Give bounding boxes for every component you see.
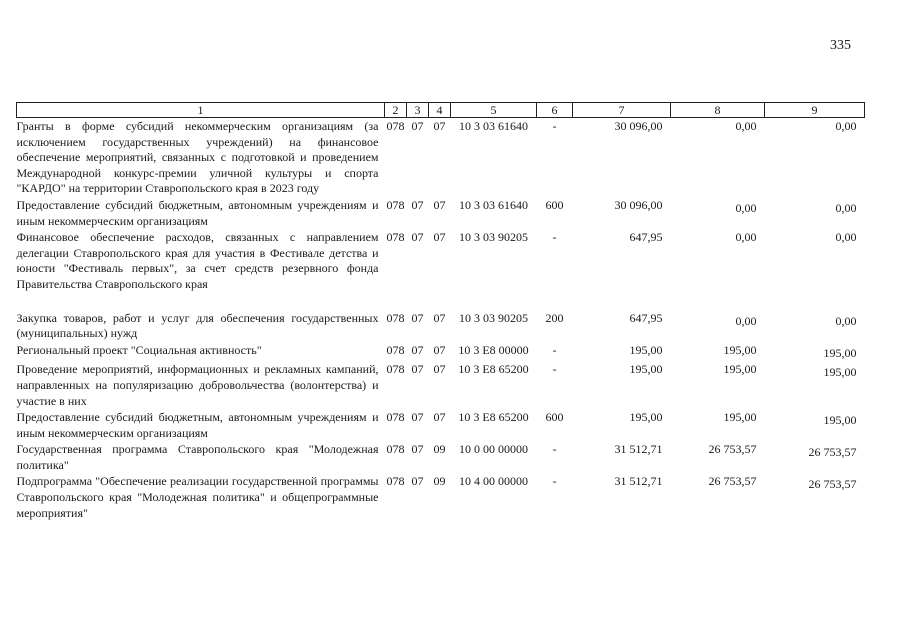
cell-amount-2: 195,00 (723, 410, 757, 425)
cell-amount-2: 0,00 (735, 119, 757, 133)
cell-subsection: 09 (433, 474, 446, 489)
cell-amount-2: 26 753,57 (708, 474, 757, 489)
column-header: 3 (407, 103, 429, 118)
cell-target-article: 10 4 00 00000 (459, 474, 528, 489)
cell-section: 07 (411, 362, 424, 377)
cell-amount-3: 195,00 (823, 345, 857, 360)
table-row (17, 409, 865, 441)
cell-expense-type: 200 (545, 310, 564, 325)
row-name: Региональный проект "Социальная активность" (16, 342, 262, 357)
column-header: 9 (765, 103, 865, 118)
cell-subsection: 07 (433, 410, 446, 425)
cell-amount-1: 31 512,71 (614, 442, 663, 457)
cell-ministry: 078 (386, 410, 405, 425)
cell-amount-3: 195,00 (823, 413, 857, 428)
cell-amount-1: 31 512,71 (614, 474, 663, 489)
cell-amount-1: 647,95 (629, 310, 663, 325)
cell-amount-1: 647,95 (629, 230, 663, 245)
cell-amount-1: 195,00 (629, 342, 663, 357)
cell-amount-1: 195,00 (629, 362, 663, 377)
cell-amount-3: 0,00 (835, 230, 857, 245)
column-header: 1 (17, 103, 385, 118)
column-header: 7 (573, 103, 671, 118)
row-name: Финансовое обеспечение расходов, связанных с направлением делегации Ставропольского края для участия в Фестивале детства и юности "Фестиваль первых", за счет средств резервного фонда Правительства Ставропольского края (16, 230, 379, 291)
cell-amount-3: 0,00 (835, 313, 857, 328)
cell-amount-1: 30 096,00 (614, 119, 663, 133)
cell-expense-type: 600 (545, 197, 564, 212)
cell-section: 07 (411, 442, 424, 457)
cell-target-article: 10 3 03 90205 (459, 230, 528, 245)
cell-section: 07 (411, 119, 424, 133)
table-row (17, 118, 865, 197)
table-row (17, 473, 865, 521)
cell-subsection: 07 (433, 197, 446, 212)
column-header: 5 (451, 103, 537, 118)
cell-ministry: 078 (386, 362, 405, 377)
cell-amount-2: 0,00 (735, 230, 757, 245)
cell-expense-type: - (552, 442, 557, 457)
cell-ministry: 078 (386, 310, 405, 325)
cell-target-article: 10 3 03 61640 (459, 119, 528, 133)
cell-ministry: 078 (386, 342, 405, 357)
cell-amount-3: 195,00 (823, 365, 857, 380)
row-name: Гранты в форме субсидий некоммерческим организациям (за исключением государственных учреждений) на финансовое обеспечение мероприятий, связанных с подготовкой и проведением Международной конкурс-премии уличной культуры и спорта "КАРДО" на территории Ставропольского края в 2023 году (16, 119, 379, 196)
cell-amount-3: 26 753,57 (808, 445, 857, 460)
cell-target-article: 10 3 Е8 65200 (458, 362, 529, 377)
cell-subsection: 07 (433, 119, 446, 133)
column-header: 8 (671, 103, 765, 118)
cell-amount-3: 0,00 (835, 200, 857, 215)
cell-ministry: 078 (386, 474, 405, 489)
row-name: Предоставление субсидий бюджетным, автономным учреждениям и иным некоммерческим организациям (16, 197, 379, 228)
page-number: 335 (830, 38, 851, 53)
table-header-row (17, 103, 865, 118)
column-header: 4 (429, 103, 451, 118)
row-name: Государственная программа Ставропольского края "Молодежная политика" (16, 442, 379, 472)
cell-target-article: 10 3 Е8 65200 (458, 410, 529, 425)
cell-amount-2: 26 753,57 (708, 442, 757, 457)
cell-section: 07 (411, 410, 424, 425)
cell-amount-2: 195,00 (723, 342, 757, 357)
cell-amount-2: 195,00 (723, 362, 757, 377)
cell-subsection: 07 (433, 362, 446, 377)
row-name: Проведение мероприятий, информационных и рекламных кампаний, направленных на популяризацию добровольчества (волонтерства) и участие в них (16, 362, 379, 408)
cell-ministry: 078 (386, 197, 405, 212)
table-row (17, 197, 865, 229)
cell-target-article: 10 0 00 00000 (459, 442, 528, 457)
cell-expense-type: - (552, 474, 557, 489)
table-row (17, 342, 865, 362)
cell-ministry: 078 (386, 442, 405, 457)
row-name: Предоставление субсидий бюджетным, автономным учреждениям и иным некоммерческим организациям (16, 410, 379, 440)
cell-expense-type: - (552, 119, 557, 133)
cell-subsection: 07 (433, 310, 446, 325)
cell-section: 07 (411, 310, 424, 325)
cell-amount-3: 0,00 (835, 119, 857, 133)
cell-amount-1: 30 096,00 (614, 197, 663, 212)
table-row (17, 441, 865, 473)
cell-amount-2: 0,00 (735, 200, 757, 215)
budget-table (16, 102, 865, 521)
cell-target-article: 10 3 Е8 00000 (458, 342, 529, 357)
cell-amount-3: 26 753,57 (808, 477, 857, 492)
cell-target-article: 10 3 03 61640 (459, 197, 528, 212)
cell-expense-type: 600 (545, 410, 564, 425)
cell-ministry: 078 (386, 119, 405, 133)
cell-expense-type: - (552, 230, 557, 245)
row-name: Закупка товаров, работ и услуг для обеспечения государственных (муниципальных) нужд (16, 310, 379, 341)
cell-section: 07 (411, 230, 424, 245)
row-spacer (17, 293, 865, 310)
cell-target-article: 10 3 03 90205 (459, 310, 528, 325)
cell-amount-1: 195,00 (629, 410, 663, 425)
table-row (17, 229, 865, 292)
cell-subsection: 07 (433, 342, 446, 357)
cell-amount-2: 0,00 (735, 313, 757, 328)
table-row (17, 361, 865, 409)
column-header: 2 (385, 103, 407, 118)
cell-section: 07 (411, 342, 424, 357)
cell-expense-type: - (552, 362, 557, 377)
cell-subsection: 09 (433, 442, 446, 457)
cell-ministry: 078 (386, 230, 405, 245)
cell-section: 07 (411, 474, 424, 489)
row-name: Подпрограмма "Обеспечение реализации государственной программы Ставропольского края "Молодежная политика" и общепрограммные мероприятия" (16, 474, 379, 520)
table-row (17, 310, 865, 342)
cell-section: 07 (411, 197, 424, 212)
cell-expense-type: - (552, 342, 557, 357)
column-header: 6 (537, 103, 573, 118)
cell-subsection: 07 (433, 230, 446, 245)
